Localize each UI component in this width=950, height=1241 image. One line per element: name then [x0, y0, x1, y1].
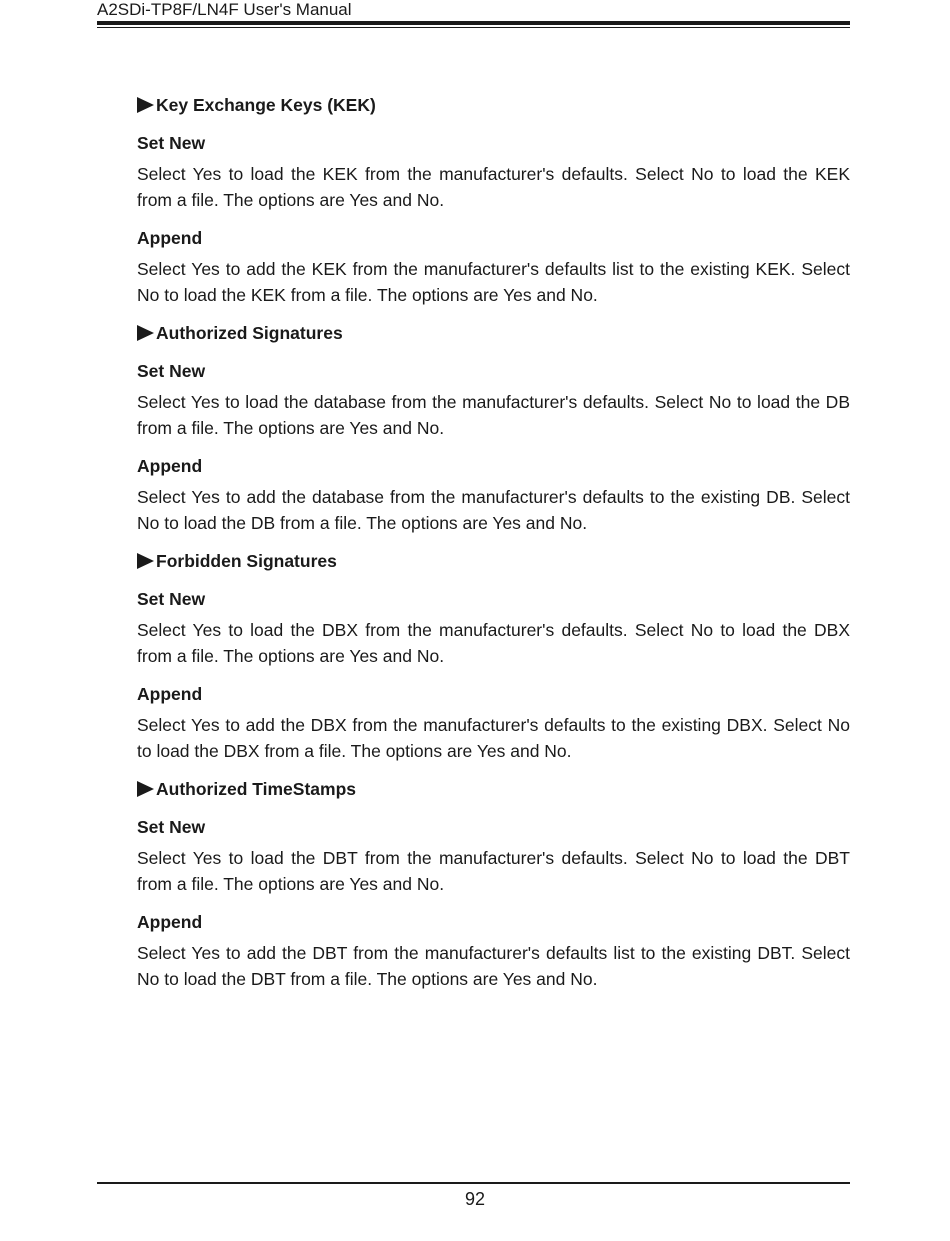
section-heading-label: Forbidden Signatures	[156, 551, 337, 571]
option-label-db-append: Append	[137, 456, 203, 476]
option-description-dbt-set-new: Select Yes to load the DBT from the manufacturer's defaults. Select No to load the DBT from a file. The options are Yes and No.	[137, 848, 850, 894]
option-description-kek-set-new: Select Yes to load the KEK from the manufacturer's defaults. Select No to load the KEK from a file. The options are Yes and No.	[137, 164, 850, 210]
section-heading-label: Authorized TimeStamps	[156, 779, 356, 799]
section-heading-label: Key Exchange Keys (KEK)	[156, 95, 376, 115]
footer-rule	[97, 1182, 850, 1184]
option-label-kek-append: Append	[137, 228, 203, 248]
option-description-dbx-append: Select Yes to add the DBX from the manufacturer's defaults to the existing DBX. Select No to load the DBX from a file. The options are Yes and No.	[137, 715, 850, 761]
page-content	[137, 92, 850, 1004]
triangle-right-icon	[137, 325, 154, 341]
section-heading-authorized-timestamps	[137, 776, 850, 802]
section-heading-authorized-signatures	[137, 320, 850, 346]
triangle-right-icon	[137, 97, 154, 113]
option-label-dbt-append: Append	[137, 912, 203, 932]
option-label-dbx-set-new: Set New	[137, 589, 206, 609]
option-label-dbt-set-new: Set New	[137, 817, 206, 837]
section-heading-forbidden-signatures	[137, 548, 850, 574]
option-description-db-append: Select Yes to add the database from the manufacturer's defaults to the existing DB. Select No to load the DB from a file. The options are Yes and No.	[137, 487, 850, 533]
option-label-dbx-append: Append	[137, 684, 203, 704]
option-label-kek-set-new: Set New	[137, 133, 206, 153]
header-rule-thick	[97, 21, 850, 25]
page-number: 92	[464, 1189, 486, 1209]
option-label-db-set-new: Set New	[137, 361, 206, 381]
option-description-dbt-append: Select Yes to add the DBT from the manufacturer's defaults list to the existing DBT. Select No to load the DBT from a file. The options are Yes and No.	[137, 943, 850, 989]
triangle-right-icon	[137, 781, 154, 797]
section-heading-kek	[137, 92, 850, 118]
manual-title: A2SDi-TP8F/LN4F User's Manual	[97, 0, 352, 19]
option-description-db-set-new: Select Yes to load the database from the manufacturer's defaults. Select No to load the DB from a file. The options are Yes and No.	[137, 392, 850, 438]
triangle-right-icon	[137, 553, 154, 569]
option-description-dbx-set-new: Select Yes to load the DBX from the manufacturer's defaults. Select No to load the DBX from a file. The options are Yes and No.	[137, 620, 850, 666]
section-heading-label: Authorized Signatures	[156, 323, 343, 343]
option-description-kek-append: Select Yes to add the KEK from the manufacturer's defaults list to the existing KEK. Select No to load the KEK from a file. The options are Yes and No.	[137, 259, 850, 305]
header-rule-thin	[97, 27, 850, 28]
